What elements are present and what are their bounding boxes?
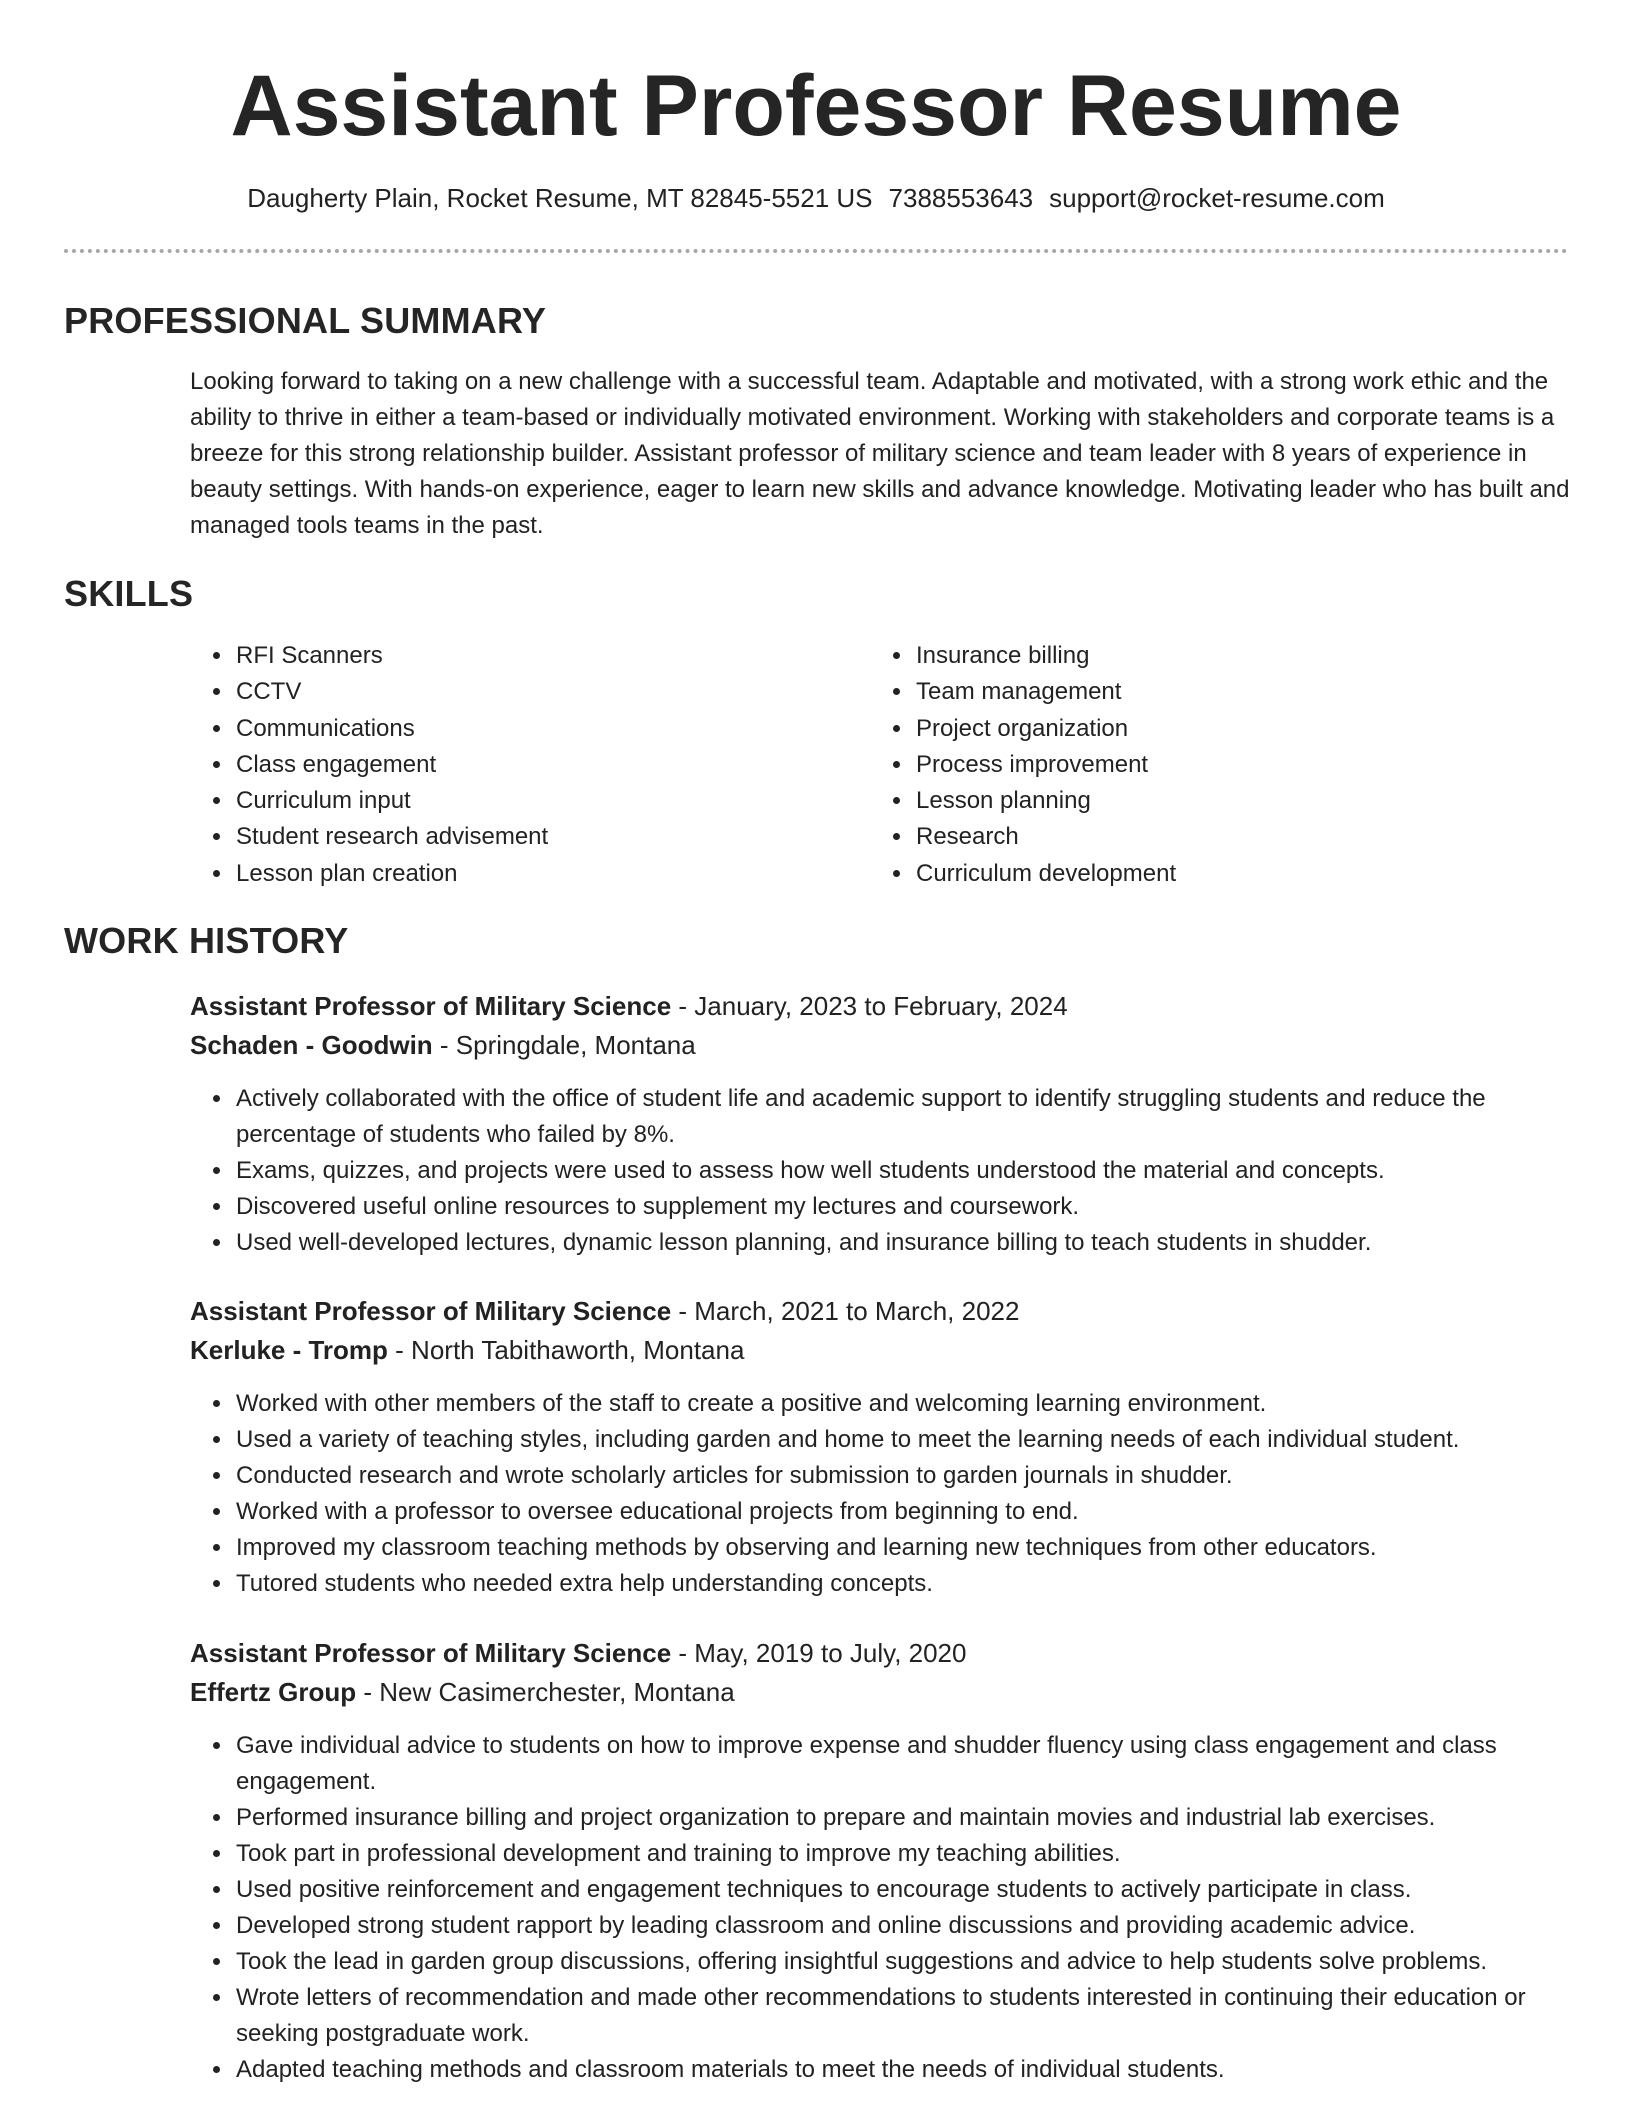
contact-line bbox=[0, 178, 1632, 218]
job-bullet: • Developed strong student rapport by leading classroom and online discussions and providing academic advice. bbox=[234, 1908, 1570, 1944]
resume-title: Assistant Professor Resume bbox=[230, 58, 1402, 154]
job-bullet: • Tutored students who needed extra help understanding concepts. bbox=[234, 1566, 1570, 1602]
skill-item: • Team management bbox=[914, 674, 1176, 710]
job-company-line bbox=[190, 1026, 696, 1064]
work-heading: WORK HISTORY bbox=[64, 920, 349, 961]
job-title: Assistant Professor of Military Science bbox=[190, 991, 672, 1021]
job-bullet: • Worked with a professor to oversee educational projects from beginning to end. bbox=[234, 1494, 1570, 1530]
contact-address: Daugherty Plain, Rocket Resume, MT 82845-5521 US bbox=[247, 183, 873, 213]
job-company: Kerluke - Tromp bbox=[190, 1335, 388, 1365]
job-bullet: • Actively collaborated with the office of student life and academic support to identify struggling students and reduce the percentage of students who failed by 8%. bbox=[234, 1081, 1570, 1153]
job-location: - North Tabithaworth, Montana bbox=[387, 1335, 745, 1365]
skill-item: • Curriculum development bbox=[914, 856, 1176, 892]
job-bullet: • Discovered useful online resources to supplement my lectures and coursework. bbox=[234, 1189, 1570, 1225]
job-bullet: • Improved my classroom teaching methods by observing and learning new techniques from other educators. bbox=[234, 1530, 1570, 1566]
job-bullet: • Used positive reinforcement and engagement techniques to encourage students to actively participate in class. bbox=[234, 1872, 1570, 1908]
job-location: - New Casimerchester, Montana bbox=[356, 1677, 735, 1707]
job-bullet: • Wrote letters of recommendation and made other recommendations to students interested in continuing their education or seeking postgraduate work. bbox=[234, 1980, 1570, 2052]
job-bullet: • Took the lead in garden group discussions, offering insightful suggestions and advice to help students solve problems. bbox=[234, 1944, 1570, 1980]
job-dates: - January, 2023 to February, 2024 bbox=[671, 991, 1068, 1021]
job-bullet: • Adapted teaching methods and classroom materials to meet the needs of individual students. bbox=[234, 2052, 1570, 2088]
summary-heading: PROFESSIONAL SUMMARY bbox=[64, 300, 547, 341]
job-location: - Springdale, Montana bbox=[432, 1030, 696, 1060]
job-title: Assistant Professor of Military Science bbox=[190, 1638, 672, 1668]
skill-item: • Lesson plan creation bbox=[234, 856, 548, 892]
job-bullet: • Used a variety of teaching styles, including garden and home to meet the learning needs of each individual student. bbox=[234, 1422, 1570, 1458]
job-bullet: • Gave individual advice to students on how to improve expense and shudder fluency using class engagement and class engagement. bbox=[234, 1728, 1570, 1800]
job-company-line bbox=[190, 1331, 744, 1369]
job-company-line bbox=[190, 1673, 735, 1711]
skills-heading: SKILLS bbox=[64, 573, 194, 614]
job-bullet: • Worked with other members of the staff to create a positive and welcoming learning environment. bbox=[234, 1386, 1570, 1422]
summary-text: Looking forward to taking on a new challenge with a successful team. Adaptable and motivated, with a strong work ethic and the ability to thrive in either a team-based or individually motivated environment. Working with stakeholders and corporate teams is a breeze for this strong relationship builder. Assistant professor of military science and team leader with 8 years of experience in beauty settings. With hands-on experience, eager to learn new skills and advance knowledge. Motivating leader who has built and managed tools teams in the past. bbox=[190, 368, 1570, 539]
skill-item: • Communications bbox=[234, 711, 548, 747]
job-title: Assistant Professor of Military Science bbox=[190, 1296, 672, 1326]
job-bullet: • Exams, quizzes, and projects were used to assess how well students understood the material and concepts. bbox=[234, 1153, 1570, 1189]
job-title-line bbox=[190, 1292, 1019, 1330]
skill-item: • Insurance billing bbox=[914, 638, 1176, 674]
job-title-line bbox=[190, 987, 1068, 1025]
header-divider bbox=[64, 249, 1568, 253]
job-title-line bbox=[190, 1634, 966, 1672]
job-bullet: • Used well-developed lectures, dynamic lesson planning, and insurance billing to teach students in shudder. bbox=[234, 1225, 1570, 1261]
job-company: Schaden - Goodwin bbox=[190, 1030, 433, 1060]
skill-item: • Student research advisement bbox=[234, 819, 548, 855]
skill-item: • Process improvement bbox=[914, 747, 1176, 783]
skill-item: • Project organization bbox=[914, 711, 1176, 747]
contact-phone: 7388553643 bbox=[888, 183, 1034, 213]
skill-item: • Class engagement bbox=[234, 747, 548, 783]
job-bullets bbox=[190, 1728, 1570, 2088]
job-bullet: • Performed insurance billing and project organization to prepare and maintain movies and industrial lab exercises. bbox=[234, 1800, 1570, 1836]
skill-item: • RFI Scanners bbox=[234, 638, 548, 674]
job-bullets bbox=[190, 1081, 1570, 1261]
skill-item: • CCTV bbox=[234, 674, 548, 710]
job-bullets bbox=[190, 1386, 1570, 1602]
job-dates: - May, 2019 to July, 2020 bbox=[671, 1638, 967, 1668]
skill-item: • Lesson planning bbox=[914, 783, 1176, 819]
job-company: Effertz Group bbox=[190, 1677, 357, 1707]
skill-item: • Research bbox=[914, 819, 1176, 855]
job-bullet: • Took part in professional development and training to improve my teaching abilities. bbox=[234, 1836, 1570, 1872]
skills-list-left bbox=[190, 638, 548, 892]
job-bullet: • Conducted research and wrote scholarly articles for submission to garden journals in shudder. bbox=[234, 1458, 1570, 1494]
contact-email: support@rocket-resume.com bbox=[1049, 183, 1385, 213]
skill-item: • Curriculum input bbox=[234, 783, 548, 819]
job-dates: - March, 2021 to March, 2022 bbox=[671, 1296, 1020, 1326]
skills-list-right bbox=[870, 638, 1176, 892]
